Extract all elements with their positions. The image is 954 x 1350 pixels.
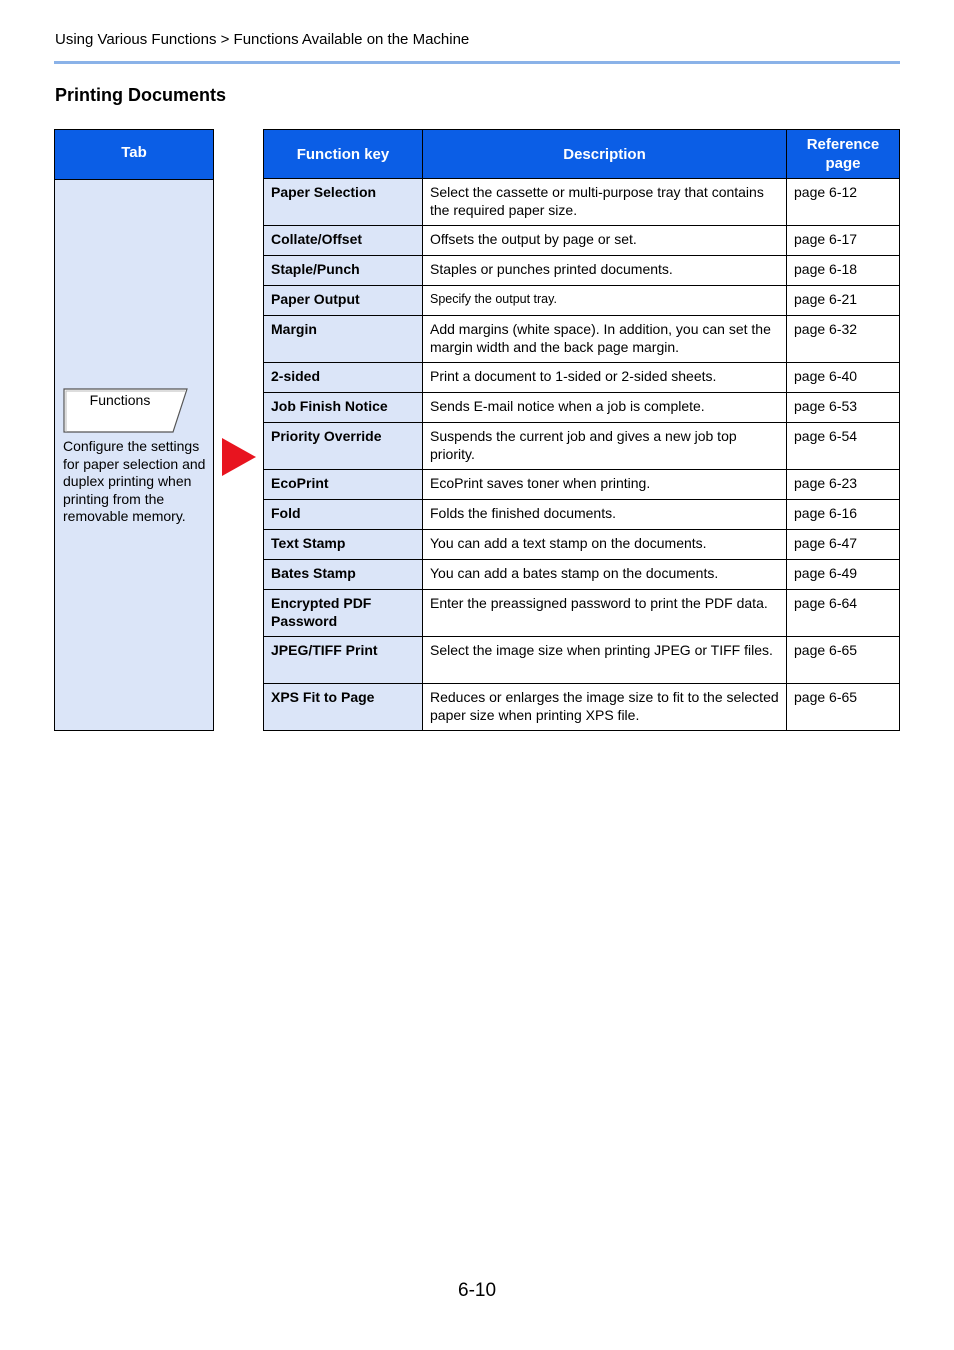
function-description: You can add a bates stamp on the documents. bbox=[423, 560, 787, 590]
table-row bbox=[264, 590, 900, 637]
reference-page: page 6-40 bbox=[787, 363, 900, 393]
table-row bbox=[264, 226, 900, 256]
function-table bbox=[263, 129, 900, 731]
reference-page: page 6-16 bbox=[787, 500, 900, 530]
table-row bbox=[264, 637, 900, 684]
reference-page: page 6-49 bbox=[787, 560, 900, 590]
function-description: Suspends the current job and gives a new job top priority. bbox=[423, 423, 787, 470]
function-description: Reduces or enlarges the image size to fit to the selected paper size when printing XPS file. bbox=[423, 684, 787, 731]
function-key: Staple/Punch bbox=[264, 256, 423, 286]
table-row bbox=[264, 256, 900, 286]
table-row bbox=[264, 363, 900, 393]
function-key: Margin bbox=[264, 316, 423, 363]
reference-page: page 6-64 bbox=[787, 590, 900, 637]
table-header-row bbox=[264, 130, 900, 179]
page-number: 6-10 bbox=[458, 1280, 497, 1301]
function-description: Specify the output tray. bbox=[423, 286, 787, 316]
function-key: Priority Override bbox=[264, 423, 423, 470]
table-row bbox=[264, 530, 900, 560]
function-description: Enter the preassigned password to print the PDF data. bbox=[423, 590, 787, 637]
tab-column bbox=[54, 129, 214, 731]
table-row bbox=[264, 470, 900, 500]
tab-column-header: Tab bbox=[55, 130, 213, 180]
header-reference-page: Reference page bbox=[787, 130, 900, 179]
function-key: EcoPrint bbox=[264, 470, 423, 500]
function-description: Offsets the output by page or set. bbox=[423, 226, 787, 256]
function-key: XPS Fit to Page bbox=[264, 684, 423, 731]
function-key: Paper Selection bbox=[264, 179, 423, 226]
reference-page: page 6-17 bbox=[787, 226, 900, 256]
header-description: Description bbox=[423, 130, 787, 179]
table-row bbox=[264, 423, 900, 470]
table-row bbox=[264, 286, 900, 316]
breadcrumb: Using Various Functions > Functions Available on the Machine bbox=[55, 31, 470, 48]
function-key: 2-sided bbox=[264, 363, 423, 393]
function-key: Job Finish Notice bbox=[264, 393, 423, 423]
reference-page: page 6-21 bbox=[787, 286, 900, 316]
function-key: Paper Output bbox=[264, 286, 423, 316]
function-key: Bates Stamp bbox=[264, 560, 423, 590]
function-key: Text Stamp bbox=[264, 530, 423, 560]
function-key: Fold bbox=[264, 500, 423, 530]
table-row bbox=[264, 316, 900, 363]
function-key: Encrypted PDF Password bbox=[264, 590, 423, 637]
reference-page: page 6-65 bbox=[787, 637, 900, 684]
table-row bbox=[264, 179, 900, 226]
red-right-arrow-icon bbox=[221, 437, 257, 477]
functions-tab-label: Functions bbox=[89, 392, 151, 408]
reference-page: page 6-53 bbox=[787, 393, 900, 423]
reference-page: page 6-18 bbox=[787, 256, 900, 286]
table-row bbox=[264, 560, 900, 590]
table-row bbox=[264, 684, 900, 731]
reference-page: page 6-54 bbox=[787, 423, 900, 470]
reference-page: page 6-47 bbox=[787, 530, 900, 560]
table-row bbox=[264, 500, 900, 530]
function-description: Sends E-mail notice when a job is complete. bbox=[423, 393, 787, 423]
function-description: Print a document to 1-sided or 2-sided sheets. bbox=[423, 363, 787, 393]
function-description: EcoPrint saves toner when printing. bbox=[423, 470, 787, 500]
function-key: Collate/Offset bbox=[264, 226, 423, 256]
function-description: Folds the finished documents. bbox=[423, 500, 787, 530]
table-row bbox=[264, 393, 900, 423]
header-rule bbox=[54, 61, 900, 64]
reference-page: page 6-65 bbox=[787, 684, 900, 731]
header-function-key: Function key bbox=[264, 130, 423, 179]
functions-tab-button[interactable] bbox=[63, 388, 187, 432]
reference-page: page 6-32 bbox=[787, 316, 900, 363]
function-description: You can add a text stamp on the documents. bbox=[423, 530, 787, 560]
function-description: Select the image size when printing JPEG or TIFF files. bbox=[423, 637, 787, 684]
function-description: Add margins (white space). In addition, you can set the margin width and the back page margin. bbox=[423, 316, 787, 363]
function-key: JPEG/TIFF Print bbox=[264, 637, 423, 684]
function-description: Select the cassette or multi-purpose tray that contains the required paper size. bbox=[423, 179, 787, 226]
section-title: Printing Documents bbox=[55, 85, 227, 105]
reference-page: page 6-12 bbox=[787, 179, 900, 226]
reference-page: page 6-23 bbox=[787, 470, 900, 500]
tab-description: Configure the settings for paper selection and duplex printing when printing from the removable memory. bbox=[63, 438, 206, 524]
function-description: Staples or punches printed documents. bbox=[423, 256, 787, 286]
